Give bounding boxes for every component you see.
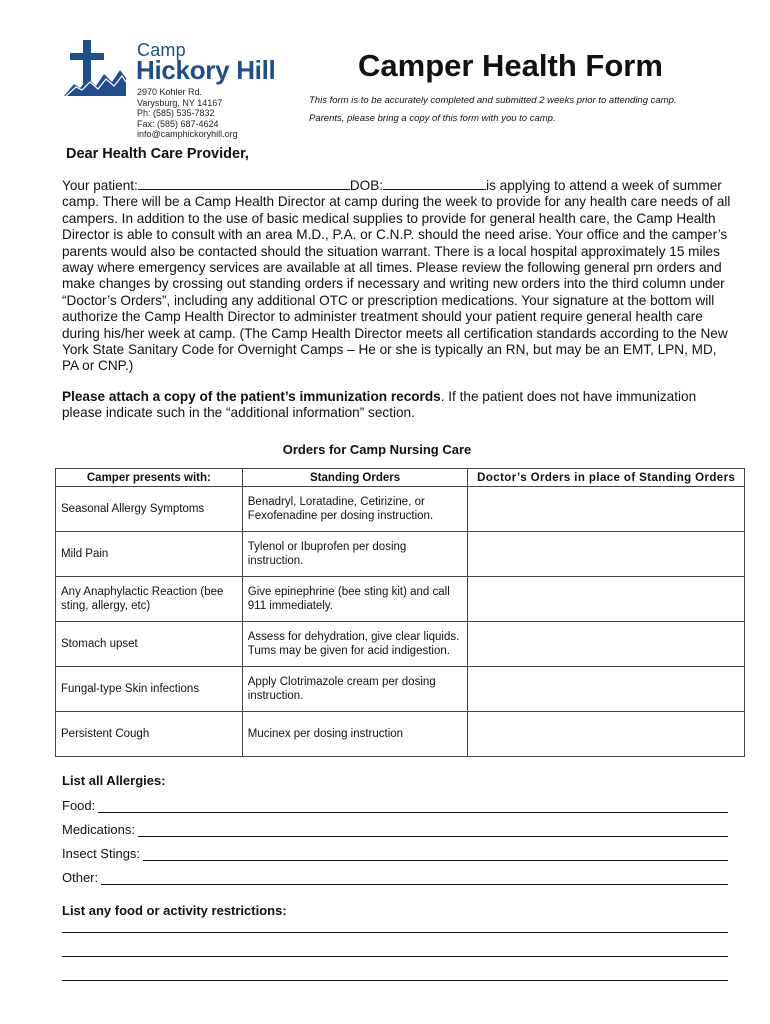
table-row: [56, 577, 745, 622]
condition-cell: Stomach upset: [56, 622, 243, 667]
letter-paragraph: is applying to attend a week of summer camp. There will be a Camp Health Director at camp during the week to provide for any health care needs of all campers. In addition to the use of basic medical supplies to provide for general health care, the Camp Health Director is able to consult with an area M.D., P.A. or C.N.P. should the need arise. Your office and the camper’s parents would also be contacted should the situation warrant. There is a local hospital approximately 15 miles away where emergency services are available at all times. Please review the following general prn orders and make changes by crossing out standing orders if necessary and writing new orders into the third column under “Doctor’s Orders”, including any additional OTC or prescription medications. Your signature at the bottom will authorize the Camp Health Director to administer treatment should your patient require general health care during his/her week at camp. (The Camp Health Director meets all certification standards according to the New York State Sanitary Code for Overnight Camps – He or she is typically an RN, but may be an EMT, LPN, MD, PA or CNP.): [62, 178, 731, 374]
insect-allergy-field[interactable]: [143, 847, 728, 861]
table-row: [56, 712, 745, 757]
standing-order-cell: Tylenol or Ibuprofen per dosing instruction.: [242, 532, 468, 577]
immunization-notice-rest: . If the patient does not have immunization please indicate such in the “additional information” section.: [62, 389, 697, 421]
food-allergy-field[interactable]: [98, 799, 728, 813]
allergies-title: List all Allergies:: [62, 773, 166, 788]
restrictions-line[interactable]: [62, 932, 728, 933]
other-label: Other:: [62, 870, 99, 885]
logo-name-text: Hickory Hill: [136, 55, 276, 85]
restrictions-line[interactable]: [62, 980, 728, 981]
dob-label: DOB:: [349, 178, 384, 193]
standing-order-cell: Apply Clotrimazole cream per dosing instruction.: [242, 667, 468, 712]
table-row: [56, 487, 745, 532]
medication-allergy-field[interactable]: [138, 823, 728, 837]
standing-order-cell: Assess for dehydration, give clear liquids. Tums may be given for acid indigestion.: [242, 622, 468, 667]
letter-greeting: Dear Health Care Provider,: [66, 146, 249, 162]
immunization-notice: [62, 389, 732, 422]
standing-order-cell: Give epinephrine (bee sting kit) and call 911 immediately.: [242, 577, 468, 622]
doctor-order-cell[interactable]: [468, 577, 745, 622]
parent-copy-note: Parents, please bring a copy of this form with you to camp.: [309, 113, 556, 124]
address-city: Varysburg, NY 14167: [137, 97, 223, 108]
medications-label: Medications:: [62, 822, 135, 837]
standing-order-cell: Mucinex per dosing instruction: [242, 712, 468, 757]
address-email[interactable]: info@camphickoryhill.org: [137, 129, 238, 139]
patient-label: Your patient:: [62, 178, 138, 193]
other-allergy-row: [62, 867, 728, 885]
orders-table: [55, 468, 745, 757]
table-row: [56, 622, 745, 667]
orders-header-row: [56, 469, 745, 487]
medication-allergy-row: [62, 819, 728, 837]
condition-cell: Mild Pain: [56, 532, 243, 577]
submission-note: This form is to be accurately completed and submitted 2 weeks prior to attending camp.: [309, 95, 677, 106]
doctor-order-cell[interactable]: [468, 487, 745, 532]
page-title: Camper Health Form: [358, 48, 663, 83]
header-doctors-orders: Doctor’s Orders in place of Standing Orders: [468, 469, 745, 487]
condition-cell: Any Anaphylactic Reaction (bee sting, allergy, etc): [56, 577, 243, 622]
doctor-order-cell[interactable]: [468, 712, 745, 757]
food-label: Food:: [62, 798, 96, 813]
orders-title: Orders for Camp Nursing Care: [282, 442, 472, 457]
header-standing-orders: Standing Orders: [242, 469, 468, 487]
insect-allergy-row: [62, 843, 728, 861]
condition-cell: Fungal-type Skin infections: [56, 667, 243, 712]
other-allergy-field[interactable]: [101, 871, 728, 885]
letter-body: [62, 177, 732, 375]
address-fax: Fax: (585) 687-4624: [137, 118, 219, 129]
doctor-order-cell[interactable]: [468, 532, 745, 577]
condition-cell: Persistent Cough: [56, 712, 243, 757]
doctor-order-cell[interactable]: [468, 622, 745, 667]
table-row: [56, 532, 745, 577]
dob-field[interactable]: [383, 177, 486, 190]
standing-order-cell: Benadryl, Loratadine, Cetirizine, or Fexofenadine per dosing instruction.: [242, 487, 468, 532]
cross-and-hills-logo-icon: [64, 40, 128, 96]
address-street: 2970 Kohler Rd.: [137, 87, 203, 97]
doctor-order-cell[interactable]: [468, 667, 745, 712]
logo-camp-text: Camp: [137, 40, 186, 60]
condition-cell: Seasonal Allergy Symptoms: [56, 487, 243, 532]
insect-label: Insect Stings:: [62, 846, 141, 861]
address-phone: Ph: (585) 535-7832: [137, 108, 215, 118]
camp-address: [137, 87, 238, 140]
food-allergy-row: [62, 795, 728, 813]
table-row: [56, 667, 745, 712]
immunization-notice-bold: Please attach a copy of the patient’s immunization records: [62, 389, 441, 404]
patient-name-field[interactable]: [138, 177, 350, 190]
restrictions-title: List any food or activity restrictions:: [62, 903, 287, 918]
restrictions-line[interactable]: [62, 956, 728, 957]
header-camper-presents: Camper presents with:: [56, 469, 243, 487]
